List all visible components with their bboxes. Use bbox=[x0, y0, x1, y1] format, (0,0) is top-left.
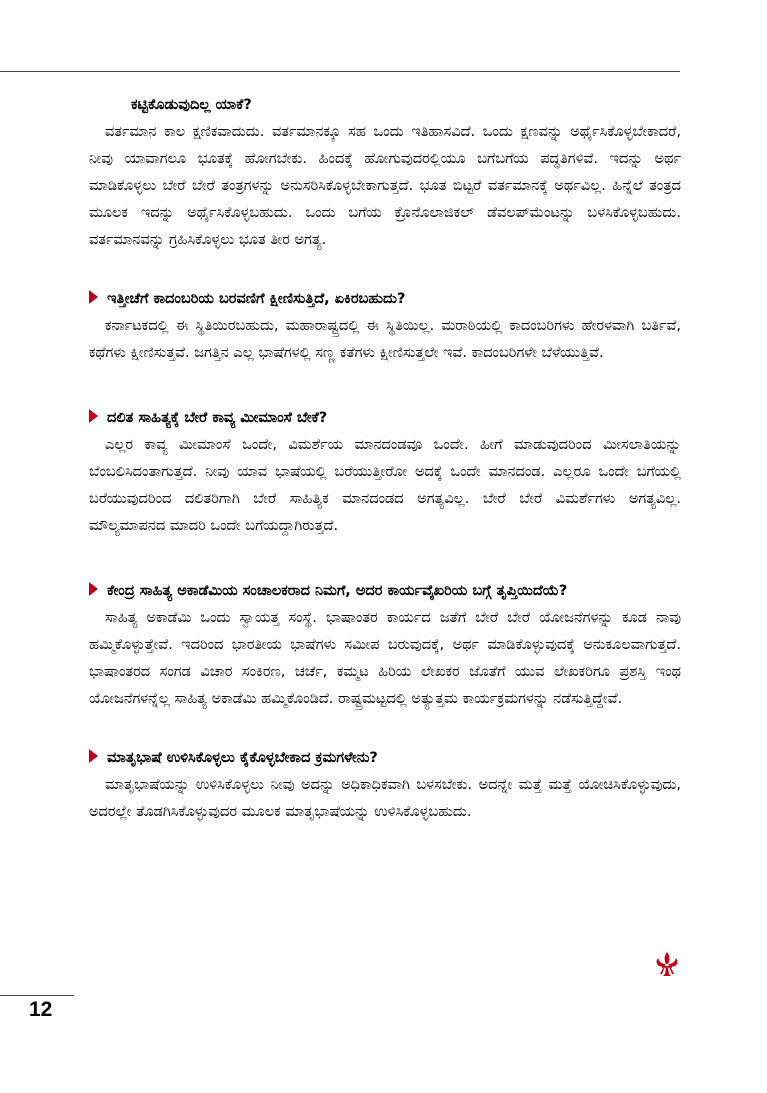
page-number: 12 bbox=[29, 998, 53, 1021]
question-line bbox=[89, 745, 681, 772]
answer-text: ಕರ್ನಾಟಕದಲ್ಲಿ ಈ ಸ್ಥಿತಿಯಿರಬಹುದು, ಮಹಾರಾಷ್ಟ್ರದಲ್ಲಿ ಈ ಸ್ಥಿತಿಯಿಲ್ಲ. ಮರಾಠಿಯಲ್ಲಿ ಕಾದಂಬರಿಗಳು ಹೇರಳವಾಗಿ ಬರ್ತಿವೆ, ಕಥೆಗಳು ಕ್ಷೀಣಿಸುತ್ತವೆ. ಜಗತ್ತಿನ ಎಲ್ಲ ಭಾಷೆಗಳಲ್ಲಿ ಸಣ್ಣ ಕತೆಗಳು ಕ್ಷೀಣಿಸುತ್ತಲೇ ಇವೆ. ಕಾದಂಬರಿಗಳೇ ಬೆಳೆಯುತ್ತಿವೆ. bbox=[89, 318, 681, 361]
qa-block-5 bbox=[89, 745, 681, 826]
article-body bbox=[89, 92, 681, 826]
answer-text: ವರ್ತಮಾನ ಕಾಲ ಕ್ಷಣಿಕವಾದುದು. ವರ್ತಮಾನಕ್ಕೂ ಸಹ ಒಂದು ಇತಿಹಾಸವಿದೆ. ಒಂದು ಕ್ಷಣವನ್ನು ಅರ್ಥೈಸಿಕೊಳ್ಳಬೇಕಾದರೆ, ನೀವು ಯಾವಾಗಲೂ ಭೂತಕ್ಕೆ ಹೋಗಬೇಕು. ಹಿಂದಕ್ಕೆ ಹೋಗುವುದರಲ್ಲಿಯೂ ಬಗೆಬಗೆಯ ಪದ್ಧತಿಗಳಿವೆ. ಇದನ್ನು ಅರ್ಥ ಮಾಡಿಕೊಳ್ಳಲು ಬೇರೆ ಬೇರೆ ತಂತ್ರಗಳನ್ನು ಅನುಸರಿಸಿಕೊಳ್ಳಬೇಕಾಗುತ್ತದೆ. ಭೂತ ಬಿಟ್ಟರೆ ವರ್ತಮಾನಕ್ಕೆ ಅರ್ಥವಿಲ್ಲ. ಹಿನ್ನೆಲೆ ತಂತ್ರದ ಮೂಲಕ ಇದನ್ನು ಅರ್ಥೈಸಿಕೊಳ್ಳಬಹುದು. ಒಂದು ಬಗೆಯ ಕ್ರೊನೊಲಾಜಿಕಲ್ ಡೆವಲಪ್‌ಮೆಂಟನ್ನು ಬಳಸಿಕೊಳ್ಳಬಹುದು. ವರ್ತಮಾನವನ್ನು ಗ್ರಹಿಸಿಕೊಳ್ಳಲು ಭೂತ ತೀರ ಅಗತ್ಯ. bbox=[89, 124, 681, 248]
fleur-de-lis-icon bbox=[654, 951, 680, 977]
question-line bbox=[89, 578, 681, 605]
header-rule bbox=[0, 71, 680, 72]
question-text: ಕಟ್ಟಿಕೊಡುವುದಿಲ್ಲ ಯಾಕೆ? bbox=[131, 97, 252, 113]
triangle-right-icon bbox=[89, 290, 98, 304]
question-text: ದಲಿತ ಸಾಹಿತ್ಯಕ್ಕೆ ಬೇರೆ ಕಾವ್ಯ ಮೀಮಾಂಸೆ ಬೇಕೆ? bbox=[107, 410, 328, 426]
qa-block-3 bbox=[89, 405, 681, 540]
triangle-right-icon bbox=[89, 409, 98, 423]
qa-block-2 bbox=[89, 286, 681, 367]
question-text: ಕೇಂದ್ರ ಸಾಹಿತ್ಯ ಅಕಾಡೆಮಿಯ ಸಂಚಾಲಕರಾದ ನಿಮಗೆ, ಅದರ ಕಾರ್ಯವೈಖರಿಯ ಬಗ್ಗೆ ತೃಪ್ತಿಯಿದೆಯೆ? bbox=[107, 583, 568, 599]
qa-block-1 bbox=[89, 92, 681, 254]
answer-text: ಸಾಹಿತ್ಯ ಅಕಾಡೆಮಿ ಒಂದು ಸ್ವಾಯತ್ತ ಸಂಸ್ಥೆ. ಭಾಷಾಂತರ ಕಾರ್ಯದ ಜತೆಗೆ ಬೇರೆ ಬೇರೆ ಯೋಜನೆಗಳನ್ನು ಕೂಡ ನಾವು ಹಮ್ಮಿಕೊಳ್ಳುತ್ತೇವೆ. ಇದರಿಂದ ಭಾರತೀಯ ಭಾಷೆಗಳು ಸಮೀಪ ಬರುವುದಕ್ಕೆ, ಅರ್ಥ ಮಾಡಿಕೊಳ್ಳುವುದಕ್ಕೆ ಅನುಕೂಲವಾಗುತ್ತದೆ. ಭಾಷಾಂತರದ ಸಂಗಡ ವಿಚಾರ ಸಂಕಿರಣ, ಚರ್ಚೆ, ಕಮ್ಮಟ ಹಿರಿಯ ಲೇಖಕರ ಜೊತೆಗೆ ಯುವ ಲೇಖಕರಿಗೂ ಪ್ರಶಸ್ತಿ ಇಂಥ ಯೋಜನೆಗಳನ್ನೆಲ್ಲ ಸಾಹಿತ್ಯ ಅಕಾಡೆಮಿ ಹಮ್ಮಿಕೊಂಡಿದೆ. ರಾಷ್ಟ್ರಮಟ್ಟದಲ್ಲಿ ಅತ್ಯುತ್ತಮ ಕಾರ್ಯಕ್ರಮಗಳನ್ನು ನಡೆಸುತ್ತಿದ್ದೇವೆ. bbox=[89, 610, 682, 707]
qa-block-4 bbox=[89, 578, 681, 713]
answer-text: ಎಲ್ಲರ ಕಾವ್ಯ ಮೀಮಾಂಸೆ ಒಂದೇ, ವಿಮರ್ಶೆಯ ಮಾನದಂಡವೂ ಒಂದೇ. ಹೀಗೆ ಮಾಡುವುದರಿಂದ ಮೀಸಲಾತಿಯನ್ನು ಬೆಂಬಲಿಸಿದಂತಾಗುತ್ತದೆ. ನೀವು ಯಾವ ಭಾಷೆಯಲ್ಲಿ ಬರೆಯುತ್ತೀರೋ ಅದಕ್ಕೆ ಒಂದೇ ಮಾನದಂಡ. ಎಲ್ಲರೂ ಒಂದೇ ಬಗೆಯಲ್ಲಿ ಬರೆಯುವುದರಿಂದ ದಲಿತರಿಗಾಗಿ ಬೇರೆ ಸಾಹಿತ್ಯಿಕ ಮಾನದಂಡದ ಅಗತ್ಯವಿಲ್ಲ. ಬೇರೆ ಬೇರೆ ವಿಮರ್ಶೆಗಳು ಅಗತ್ಯವಿಲ್ಲ. ಮೌಲ್ಯಮಾಪನದ ಮಾದರಿ ಒಂದೇ ಬಗೆಯದ್ದಾಗಿರುತ್ತದೆ. bbox=[89, 437, 681, 534]
triangle-right-icon bbox=[89, 749, 98, 763]
footer-rule bbox=[0, 995, 74, 996]
question-text: ಮಾತೃಭಾಷೆ ಉಳಿಸಿಕೊಳ್ಳಲು ಕೈಕೊಳ್ಳಬೇಕಾದ ಕ್ರಮಗಳೇನು? bbox=[107, 750, 378, 766]
question-line bbox=[89, 405, 681, 432]
question-line bbox=[89, 286, 681, 313]
triangle-right-icon bbox=[89, 582, 98, 596]
question-text: ಇತ್ತೀಚೆಗೆ ಕಾದಂಬರಿಯ ಬರವಣಿಗೆ ಕ್ಷೀಣಿಸುತ್ತಿದೆ, ಏಕಿರಬಹುದು? bbox=[107, 291, 406, 307]
answer-text: ಮಾತೃಭಾಷೆಯನ್ನು ಉಳಿಸಿಕೊಳ್ಳಲು ನೀವು ಅದನ್ನು ಅಧಿಕಾಧಿಕವಾಗಿ ಬಳಸಬೇಕು. ಅದನ್ನೇ ಮತ್ತೆ ಮತ್ತೆ ಯೋಚಿಸಿಕೊಳ್ಳುವುದು, ಅದರಲ್ಲೇ ತೊಡಗಿಸಿಕೊಳ್ಳುವುದರ ಮೂಲಕ ಮಾತೃಭಾಷೆಯನ್ನು ಉಳಿಸಿಕೊಳ್ಳಬಹುದು. bbox=[89, 777, 681, 820]
